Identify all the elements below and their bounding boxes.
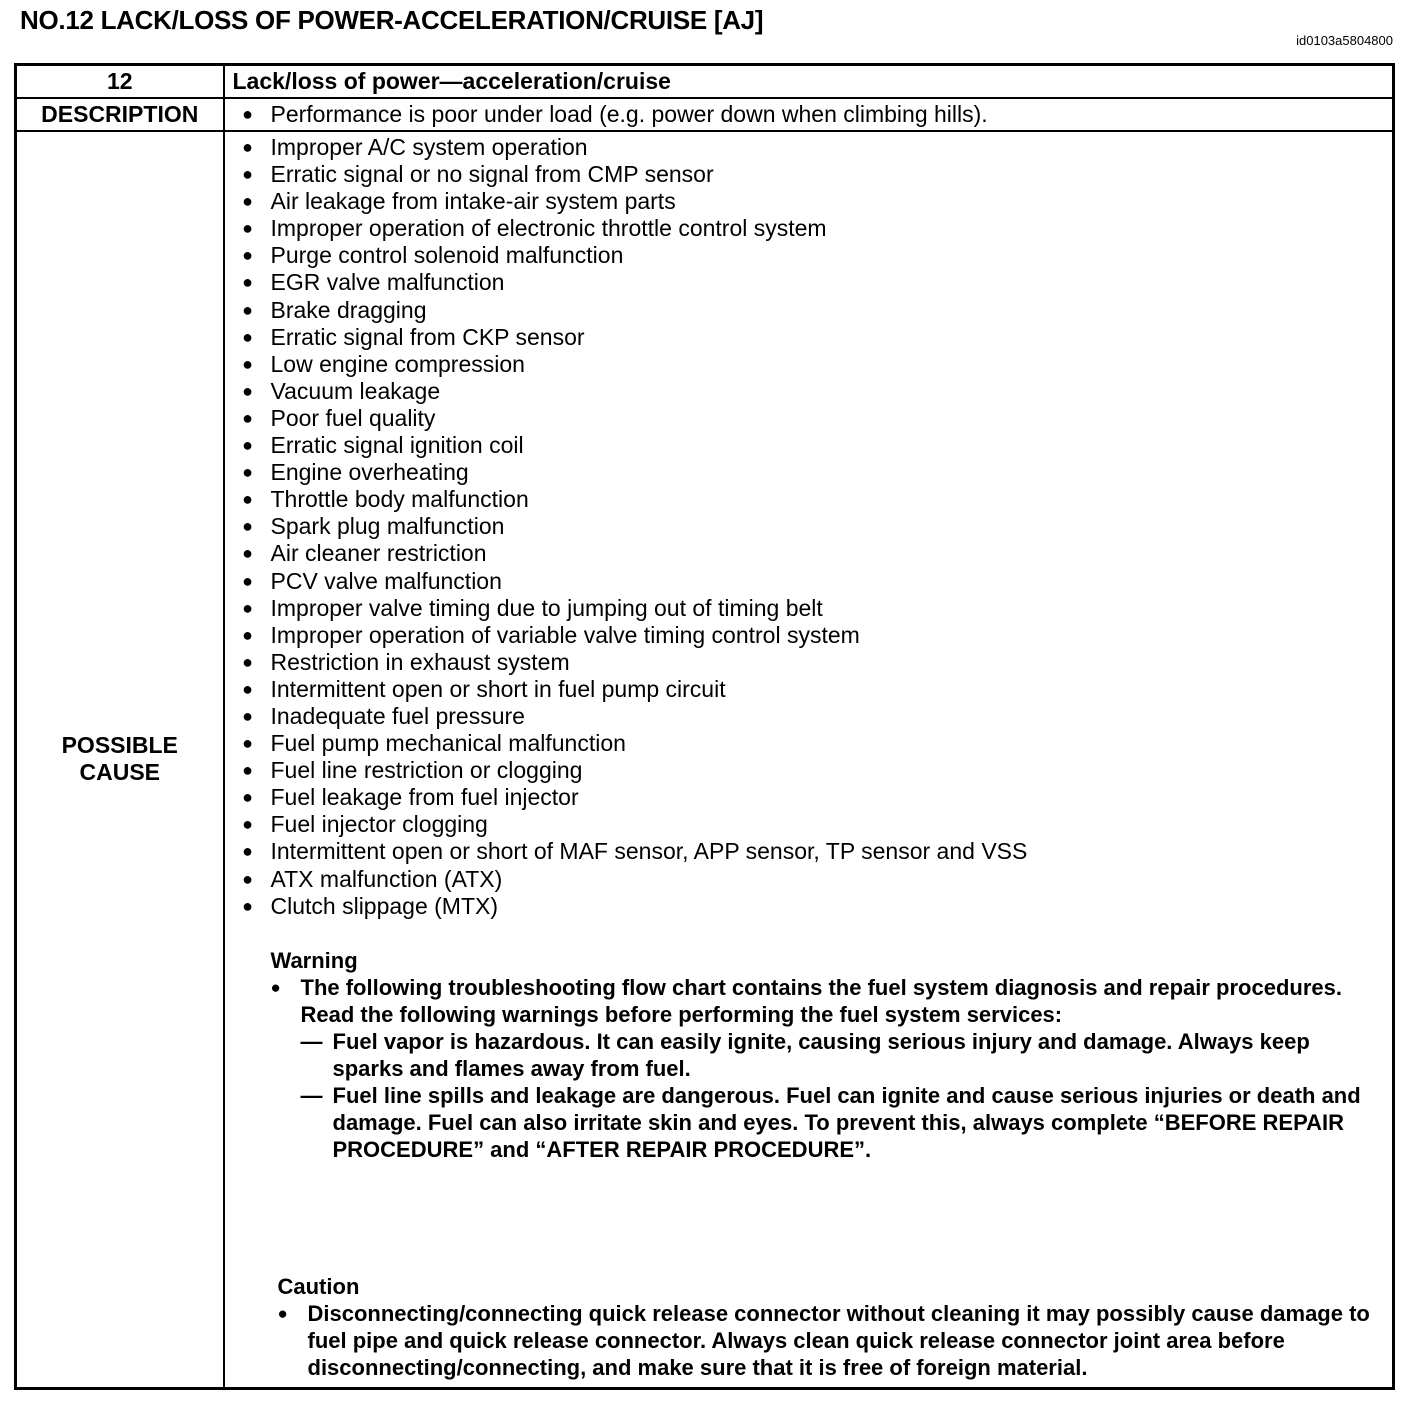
bullet-icon: ● [242,760,253,781]
possible-cause-text: Clutch slippage (MTX) [270,892,499,919]
document-id: id0103a5804800 [1296,33,1393,48]
bullet-icon: ● [242,516,253,537]
bullet-icon: ● [242,299,253,320]
bullet-icon: ● [242,868,253,889]
bullet-icon: ● [242,895,253,916]
possible-cause-item [225,432,1393,459]
bullet-icon: ● [242,272,253,293]
bullet-icon: ● [277,1303,288,1323]
caution-text: Disconnecting/connecting quick release connector without cleaning it may possibly cause damage to fuel pipe and quick release connector. Always clean quick release connector joint area before disconnecting/connecting, and make sure that it is free of foreign material. [307,1300,1370,1380]
possible-cause-label [16,131,224,1388]
possible-cause-text: Engine overheating [270,459,469,486]
description-item [225,99,1393,130]
possible-cause-item [225,595,1393,622]
possible-cause-item [225,297,1393,324]
warning-title: Warning [270,947,358,973]
description-label: DESCRIPTION [16,98,224,131]
warning-subitem [301,1082,1379,1163]
possible-cause-item [225,161,1393,188]
bullet-icon: ● [242,651,253,672]
possible-cause-item [225,649,1393,676]
possible-cause-text: Inadequate fuel pressure [270,702,525,729]
bullet-icon: ● [242,407,253,428]
possible-cause-item [225,838,1393,865]
bullet-icon: ● [242,678,253,699]
dash-icon: — [300,1082,323,1108]
possible-cause-text: Throttle body malfunction [270,486,529,513]
bullet-icon: ● [242,733,253,754]
possible-cause-text: Air leakage from intake-air system parts [270,188,676,215]
possible-cause-item [225,784,1393,811]
possible-cause-text: Improper A/C system operation [270,134,588,160]
possible-cause-item [225,703,1393,730]
bullet-icon: ● [242,787,253,808]
possible-cause-text: Improper valve timing due to jumping out of timing belt [270,594,823,621]
possible-cause-row [16,131,1394,1388]
warning-subitem-text: Fuel vapor is hazardous. It can easily ignite, causing serious injury and damage. Always keep sparks and flames away from fuel. [332,1028,1310,1081]
warning-text: The following troubleshooting flow chart contains the fuel system diagnosis and repair procedures. Read the following warnings before performing the fuel system services: [300,974,1342,1027]
possible-cause-item [225,757,1393,784]
possible-cause-text: Fuel pump mechanical malfunction [270,730,626,757]
bullet-icon: ● [242,245,253,266]
bullet-icon: ● [242,705,253,726]
possible-cause-item [225,513,1393,540]
table-header-row [16,65,1394,99]
possible-cause-label-line: POSSIBLE [61,732,178,759]
possible-cause-content [224,131,1394,1388]
possible-cause-item [225,730,1393,757]
troubleshooting-table [14,63,1395,1390]
bullet-icon: ● [242,462,253,483]
warning-block [271,947,1379,1163]
possible-cause-item [225,866,1393,893]
possible-cause-text: Brake dragging [270,296,427,323]
bullet-icon: ● [242,326,253,347]
possible-cause-item [225,324,1393,351]
possible-cause-text: EGR valve malfunction [270,269,505,296]
bullet-icon: ● [242,137,253,157]
possible-cause-item [225,486,1393,513]
possible-cause-text: Poor fuel quality [270,404,436,431]
possible-cause-item [225,622,1393,649]
possible-cause-text: Purge control solenoid malfunction [270,242,624,269]
possible-cause-item [225,459,1393,486]
possible-cause-text: Restriction in exhaust system [270,648,570,675]
possible-cause-text: ATX malfunction (ATX) [270,865,503,892]
possible-cause-item [225,188,1393,215]
bullet-icon: ● [242,597,253,618]
bullet-icon: ● [242,380,253,401]
bullet-icon: ● [242,814,253,835]
possible-cause-item [225,269,1393,296]
description-row [16,98,1394,131]
possible-cause-text: Erratic signal ignition coil [270,432,524,459]
possible-cause-item [225,378,1393,405]
possible-cause-text: Intermittent open or short in fuel pump circuit [270,675,726,702]
possible-cause-item [225,893,1393,920]
possible-cause-item [225,134,1393,161]
bullet-icon: ● [242,543,253,564]
possible-cause-text: Fuel injector clogging [270,811,488,838]
possible-cause-text: Erratic signal from CKP sensor [270,323,585,350]
possible-cause-item [225,405,1393,432]
warning-item [271,974,1379,1163]
bullet-icon: ● [242,841,253,862]
warning-subitem [301,1028,1379,1082]
bullet-icon: ● [242,191,253,212]
possible-cause-text: Fuel line restriction or clogging [270,757,583,784]
possible-cause-item [225,540,1393,567]
caution-block [278,1273,1383,1381]
possible-cause-text: Vacuum leakage [270,377,441,404]
bullet-icon: ● [270,977,281,997]
possible-cause-text: Fuel leakage from fuel injector [270,784,579,811]
symptom-title: Lack/loss of power—acceleration/cruise [224,65,1394,99]
bullet-icon: ● [242,353,253,374]
bullet-icon: ● [242,104,253,124]
bullet-icon: ● [242,624,253,645]
bullet-icon: ● [242,164,253,185]
bullet-icon: ● [242,570,253,591]
possible-cause-text: Erratic signal or no signal from CMP sensor [270,161,714,188]
possible-cause-item [225,242,1393,269]
bullet-icon: ● [242,218,253,239]
possible-cause-text: Air cleaner restriction [270,540,487,567]
possible-cause-text: Intermittent open or short of MAF sensor, APP sensor, TP sensor and VSS [270,838,1028,865]
dash-icon: — [300,1028,323,1054]
caution-title: Caution [277,1273,360,1299]
description-text: Performance is poor under load (e.g. power down when climbing hills). [270,101,988,127]
possible-cause-item [225,215,1393,242]
possible-cause-text: Improper operation of variable valve timing control system [270,621,860,648]
symptom-number: 12 [16,65,224,99]
possible-cause-item [225,676,1393,703]
possible-cause-text: Spark plug malfunction [270,513,505,540]
page-title: NO.12 LACK/LOSS OF POWER-ACCELERATION/CRUISE [AJ] [20,5,764,35]
possible-cause-list [225,134,1393,920]
possible-cause-label-line: CAUSE [79,759,160,786]
possible-cause-text: Improper operation of electronic throttle control system [270,215,827,242]
caution-item [278,1300,1383,1381]
possible-cause-item [225,811,1393,838]
possible-cause-text: Low engine compression [270,350,525,377]
bullet-icon: ● [242,435,253,456]
possible-cause-item [225,568,1393,595]
possible-cause-item [225,351,1393,378]
bullet-icon: ● [242,489,253,510]
warning-subitem-text: Fuel line spills and leakage are dangerous. Fuel can ignite and cause serious injuries or death and damage. Fuel can also irritate skin and eyes. To prevent this, always complete “BEFORE REPAIR PROCEDURE” and “AFTER REPAIR PROCEDURE”. [332,1082,1361,1162]
possible-cause-text: PCV valve malfunction [270,567,502,594]
